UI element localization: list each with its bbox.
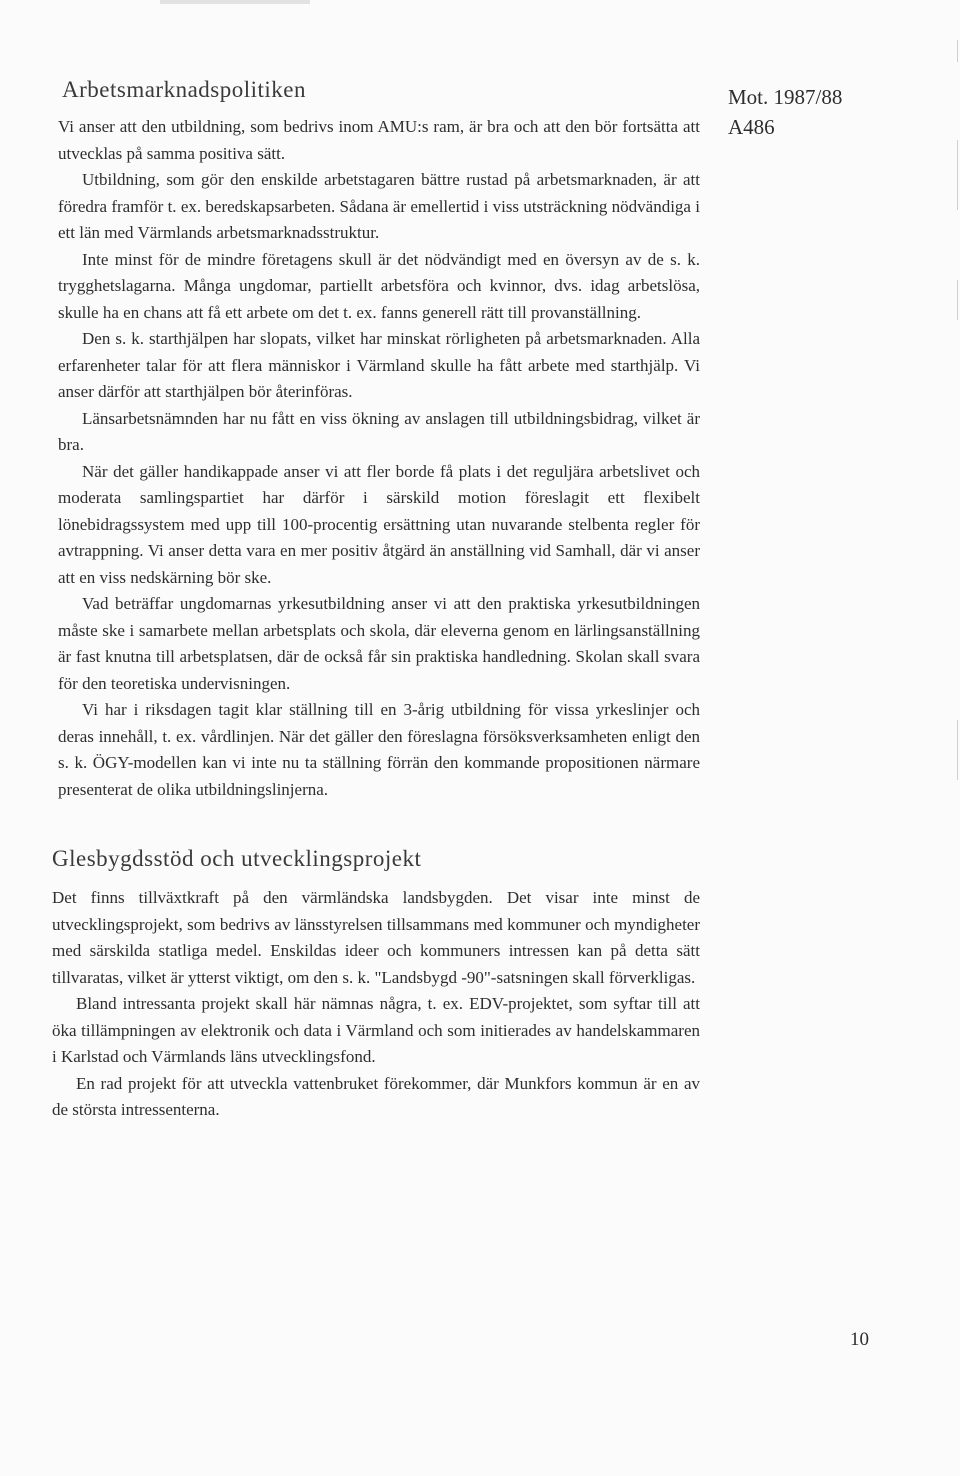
page-number: 10 <box>850 1329 869 1350</box>
paragraph: Inte minst för de mindre företagens skull är det nödvändigt med en översyn av de s. k. trygghetslagarna. Många ungdomar, partiellt arbetsföra och kvinnor, dvs. idag arbetslösa, skulle ha en chans att få ett arbete om det t. ex. fanns generell rätt till provanställning. <box>58 249 700 322</box>
motion-number: Mot. 1987/88 <box>728 85 843 109</box>
section-body <box>58 114 700 803</box>
main-text-column <box>52 74 700 1124</box>
section-heading: Arbetsmarknadspolitiken <box>62 77 307 102</box>
scan-artifact-edge <box>957 720 958 780</box>
paragraph: Vi har i riksdagen tagit klar ställning till en 3-årig utbildning för vissa yrkeslinjer och deras innehåll, t. ex. vårdlinjen. När det gäller den föreslagna försöksverksamheten enligt den s. k. ÖGY-modellen kan vi inte nu ta ställning förrän den kommande propositionen närmare presenterat de olika utbildningslinjerna. <box>58 700 700 799</box>
section-glesbygdsstod <box>52 843 700 1124</box>
motion-code: A486 <box>728 115 775 139</box>
paragraph: Länsarbetsnämnden har nu fått en viss ökning av anslagen till utbildningsbidrag, vilket är bra. <box>58 408 700 454</box>
scan-artifact-edge <box>957 280 958 320</box>
scan-artifact-edge <box>957 140 958 210</box>
paragraph: Utbildning, som gör den enskilde arbetstagaren bättre rustad på arbetsmarknaden, är att föredra framför t. ex. beredskapsarbeten. Sådana är emellertid i viss utsträckning nödvändiga i ett län med Värmlands arbetsmarknadsstruktur. <box>58 170 700 242</box>
paragraph: En rad projekt för att utveckla vattenbruket förekommer, där Munkfors kommun är en av de största intressenterna. <box>52 1073 700 1119</box>
scan-artifact-top <box>160 0 310 4</box>
paragraph: Den s. k. starthjälpen har slopats, vilket har minskat rörligheten på arbetsmarknaden. Alla erfarenheter talar för att flera människor i Värmland skulle ha fått arbete med starthjälp. Vi anser därför att starthjälpen bör återinföras. <box>58 329 700 401</box>
paragraph: Bland intressanta projekt skall här nämnas några, t. ex. EDV-projektet, som syftar till att öka tillämpningen av elektronik och data i Värmland och som initierades av handelskammaren i Karlstad och Värmlands läns utvecklingsfond. <box>52 994 700 1066</box>
paragraph: När det gäller handikappade anser vi att fler borde få plats i det reguljära arbetslivet och moderata samlingspartiet har därför i särskild motion föreslagit ett flexibelt lönebidragssystem med upp till 100-procentig ersättning utan nuvarande stelbenta regler för avtrappning. Vi anser detta vara en mer positiv åtgärd än anställning vid Samhall, där vi anser att en viss nedskärning bör ske. <box>58 461 700 587</box>
section-arbetsmarknadspolitiken <box>52 74 700 803</box>
scan-artifact-edge <box>957 40 958 62</box>
paragraph: Det finns tillväxtkraft på den värmländska landsbygden. Det visar inte minst de utvecklingsprojekt, som bedrivs av länsstyrelsen tillsammans med kommuner och myndigheter med särskilda statliga medel. Enskildas ideer och kommuners intressen kan på detta sätt tillvaratas, vilket är ytterst viktigt, om den s. k. "Landsbygd -90"-satsningen skall förverkligas. <box>52 888 700 987</box>
motion-reference <box>728 82 908 142</box>
section-body <box>52 885 700 1124</box>
paragraph: Vi anser att den utbildning, som bedrivs inom AMU:s ram, är bra och att den bör fortsätta att utvecklas på samma positiva sätt. <box>58 117 700 163</box>
paragraph: Vad beträffar ungdomarnas yrkesutbildning anser vi att den praktiska yrkesutbildningen måste ske i samarbete mellan arbetsplats och skola, där eleverna genom en lärlingsanställning är fast knutna till arbetsplatsen, där de också får sin praktiska handledning. Skolan skall svara för den teoretiska undervisningen. <box>58 594 700 693</box>
section-heading: Glesbygdsstöd och utvecklingsprojekt <box>52 846 422 871</box>
